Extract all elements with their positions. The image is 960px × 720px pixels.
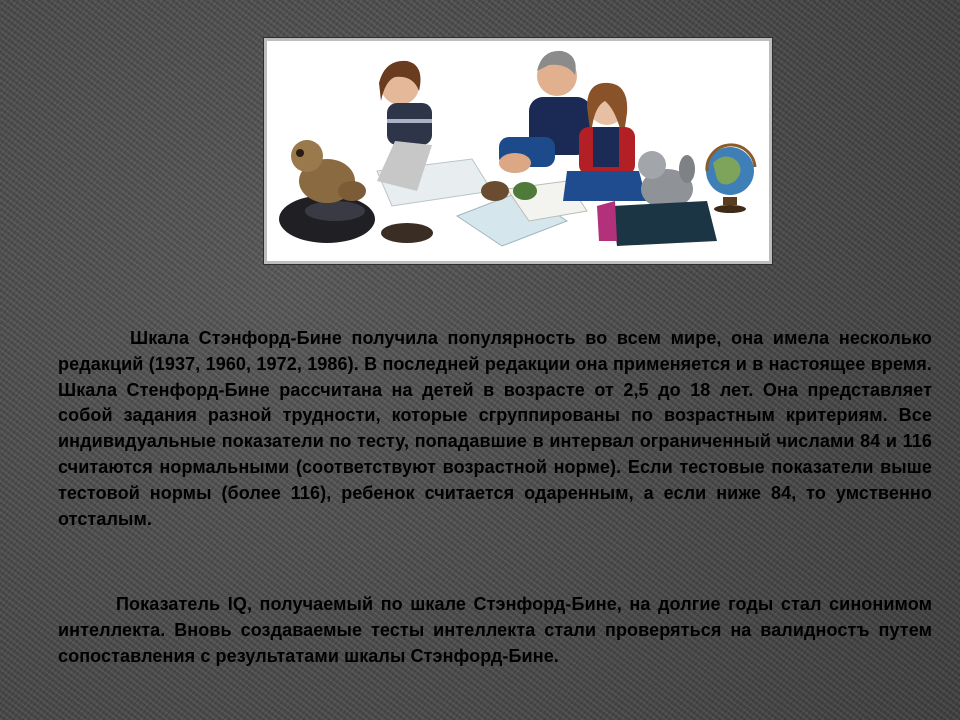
- children-studying-photo: [264, 38, 772, 264]
- paragraph-iq-validity: Показатель IQ, получаемый по шкале Стэнфорд-Бине, на долгие годы стал синонимом интеллекта. Вновь создаваемые тесты интеллекта стали проверяться на валидностъ путем сопоставления с результатами шкалы Стэнфорд-Бине.: [58, 594, 932, 666]
- paragraph-stanford-binet-history: Шкала Стэнфорд-Бине получила популярность во всем мире, она имела несколько редакций (1937, 1960, 1972, 1986). В последней редакции она применяется и в настоящее время. Шкала Стенфорд-Бине рассчитана на детей в возрасте от 2,5 до 18 лет. Она представляет собой задания разной трудности, которые сгруппированы по возрастным критериям. Все индивидуальные показатели по тесту, попадавшие в интервал ограниченный числами 84 и 116 считаются нормальными (соответствуют возрастной норме). Если тестовые показатели выше тестовой нормы (более 116), ребенок считается одаренным, а если ниже 84, то умственно отсталым.: [58, 328, 932, 529]
- photo-illustration: [267, 41, 769, 261]
